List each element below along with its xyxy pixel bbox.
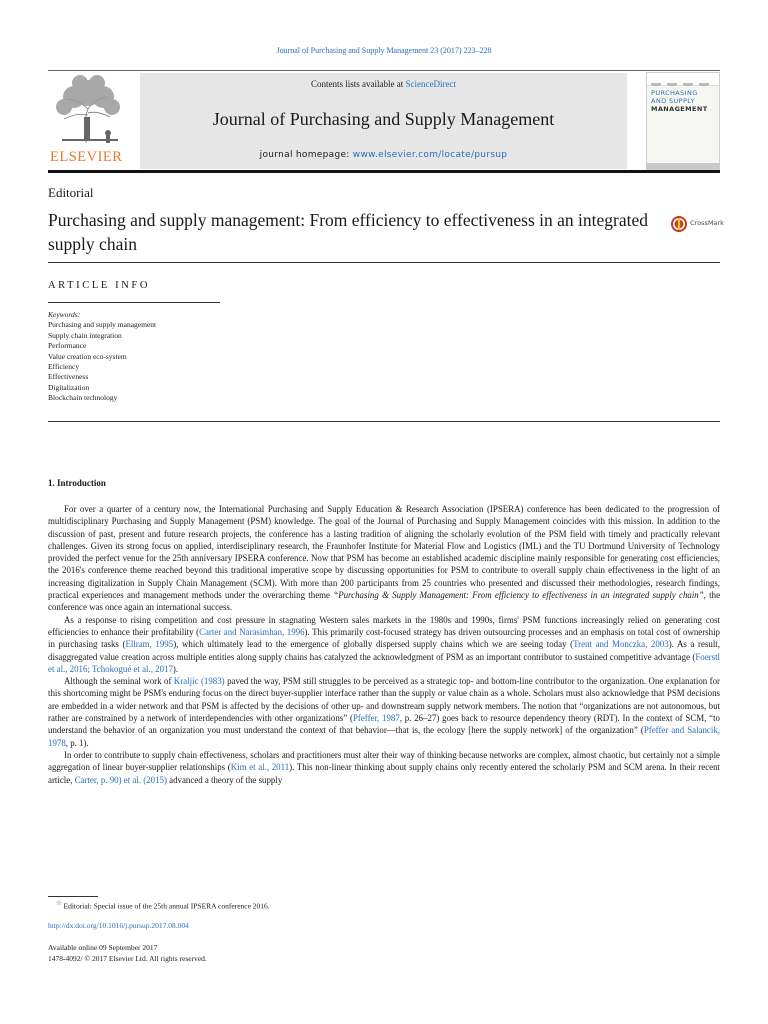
section-heading-introduction: 1. Introduction	[48, 478, 106, 488]
keyword-item: Effectiveness	[48, 372, 89, 382]
title-rule	[48, 262, 720, 263]
homepage-prefix: journal homepage:	[259, 150, 353, 160]
text-run: ). This primarily cost-focused strategy has driven outsourcing processes and an emphasis on total cost of ownership in purchasing tasks (	[48, 626, 720, 650]
cover-band	[647, 73, 719, 86]
text-run: ). As a result, disaggregated value creation across multiple entities along supply chains has catalyzed the acknowledgment of PSM as an important contributor to sustained competitive advantage (	[48, 639, 720, 662]
doi-link[interactable]: http://dx.doi.org/10.1016/j.pursup.2017.08.004	[48, 921, 189, 930]
keyword-item: Digitalization	[48, 382, 90, 392]
publisher-logo	[48, 73, 128, 165]
journal-reference[interactable]: Journal of Purchasing and Supply Management 23 (2017) 223–228	[276, 46, 492, 55]
text-run: , the conference was once again an international success.	[48, 590, 721, 613]
crossmark-label: CrossMark	[690, 219, 724, 227]
cover-title	[651, 89, 717, 113]
keyword-item: Supply chain integration	[48, 330, 122, 340]
publisher-name: ELSEVIER	[50, 149, 123, 165]
text-run: ), which ultimately lead to the emergence of globally dispersed supply chains which we are seeing today (	[173, 639, 574, 650]
crossmark-badge[interactable]	[670, 215, 722, 233]
citation-link[interactable]: Pfeffer and Salancik, 1978	[48, 725, 720, 748]
keyword-item: Efficiency	[48, 362, 80, 372]
text-run: As a response to rising competition and cost pressure in stagnating Western sales markets in the 1980s and 1990s, firms' PSM functions increasingly relied on generating cost efficiencies to enhance their profitability (	[48, 614, 720, 637]
cover-title-line: MANAGEMENT	[651, 105, 708, 113]
masthead	[140, 73, 627, 169]
article-title: Purchasing and supply management: From efficiency to effectiveness in an integrated supply chain	[48, 210, 649, 254]
citation-link[interactable]: Carter and Narasimhan, 1996	[199, 626, 305, 637]
keyword-item: Performance	[48, 341, 87, 351]
citation-link[interactable]: Foerstl et al., 2016; Tchokogué et al., 2017	[48, 651, 720, 674]
citation-link[interactable]: Trent and Monczka, 2003	[573, 639, 669, 650]
keywords-list	[48, 310, 156, 404]
contents-prefix: Contents lists available at	[311, 79, 406, 89]
cover-bar	[647, 163, 719, 169]
text-run: , p. 26–27) goes back to resource dependency theory (RDT). In the context of SCM, “to understand the behavior of an organization you must understand the context of that behavior—that is, the ecology [here the supply network] of the organization” (	[48, 713, 720, 736]
text-run: ). This non-linear thinking about supply chains only recently entered the scholarly PSM and SCM arena. In their recent article,	[48, 762, 721, 785]
article-info-rule	[48, 302, 220, 303]
journal-cover-thumbnail[interactable]	[646, 72, 720, 170]
masthead-top-rule	[48, 70, 720, 71]
citation-link[interactable]: Carter, p. 90) et al. (2015)	[74, 774, 167, 785]
cover-title-line: PURCHASING	[651, 89, 698, 97]
citation-link[interactable]: Kraljic (1983)	[173, 676, 225, 687]
homepage-link[interactable]: www.elsevier.com/locate/pursup	[352, 150, 508, 160]
masthead-bottom-rule	[48, 170, 720, 173]
text-run: Although the seminal work of	[64, 676, 174, 687]
keyword-item: Blockchain technology	[48, 393, 118, 403]
text-run: , p. 1).	[65, 737, 89, 748]
text-run: advanced a theory of the supply	[166, 774, 283, 785]
article-info-heading: ARTICLE INFO	[48, 280, 151, 291]
available-online: Available online 09 September 2017	[48, 943, 158, 952]
citation-link[interactable]: Pfeffer, 1987	[352, 713, 400, 724]
copyright: 1478-4092/ © 2017 Elsevier Ltd. All rights reserved.	[48, 954, 207, 963]
footnote-text: Editorial: Special issue of the 25th annual IPSERA conference 2016.	[61, 901, 270, 911]
text-run: For over a quarter of a century now, the International Purchasing and Supply Education & Research Association (IPSERA) conference has been dedicated to the progression of multidisciplinary Purchasing and Supply Management (PSM) knowledge. The goal of the Journal of Purchasing and Supply Management coincides with this mission. In addition to the discussion of past, present and future research projects, the conference has a lasting tradition of aligning the scholarly evolution of the PSM field with timely and practically relevant challenges. Given its strong focus on applied, interdisciplinary research, the Fraunhofer Institute for Material Flow and Logistics (IML) and the TU Dortmund University of Technology provided the perfect venue for the 25th anniversary IPSERA conference. Now that PSM has become an established academic discipline mainly responsible for generating cost efficiencies, the 2016's conference theme reached beyond this traditional imperative scope by discussing opportunities for PSM to contribute to overall supply chain effectiveness in the light of an increasing digitalization in Supply Chain Management (SCM). With more than 200 participants from 25 countries who presented and discussed their methodologies, research findings, practical experiences and management methods under the overarching theme	[48, 504, 720, 601]
paragraph	[48, 675, 720, 749]
footnote-mark: ☆	[56, 900, 62, 907]
crossmark-icon	[670, 215, 688, 233]
conference-theme: “Purchasing & Supply Management: From efficiency to effectiveness in an integrated supply chain”	[333, 590, 704, 601]
footnote	[56, 900, 270, 911]
text-run: paved the way, PSM still struggles to be perceived as a strategic top- and bottom-line contributor to the organization. One explanation for this shortcoming might be PSM's enduring focus on the direct buyer-supplier interface rather than the supply or value chain as a whole. Scholars must also acknowledge that PSM decisions are embedded in a wider network and that PSM is affected by the decisions of other up- and downstream supply network members. The notion that “organizations are not autonomous, but rather are constrained by a network of interdependencies with other organizations” (	[48, 676, 721, 724]
footnote-rule	[48, 896, 98, 897]
article-info-bottom-rule	[48, 421, 720, 422]
paragraph	[48, 749, 720, 786]
text-run: ).	[172, 663, 179, 674]
body-text	[48, 503, 720, 786]
cover-title-line: AND SUPPLY	[651, 97, 695, 105]
paragraph	[48, 503, 720, 614]
tree-emblem-icon	[48, 73, 128, 147]
homepage-line	[140, 150, 627, 160]
citation-link[interactable]: Ellram, 1995	[125, 639, 174, 650]
keywords-label: Keywords:	[48, 310, 81, 319]
contents-line	[140, 79, 627, 89]
citation-link[interactable]: Kim et al., 2011	[230, 762, 290, 773]
article-type: Editorial	[48, 185, 94, 200]
keyword-item: Purchasing and supply management	[48, 320, 157, 330]
text-run: In order to contribute to supply chain effectiveness, scholars and practitioners must alter their way of thinking because networks are complex, almost chaotic, but certainly not a simple aggregation of linear buyer-supplier relationships (	[48, 749, 720, 773]
journal-title: Journal of Purchasing and Supply Management	[212, 109, 555, 129]
paragraph	[48, 614, 720, 675]
keyword-item: Value creation eco-system	[48, 351, 127, 361]
sciencedirect-link[interactable]: ScienceDirect	[405, 79, 456, 89]
